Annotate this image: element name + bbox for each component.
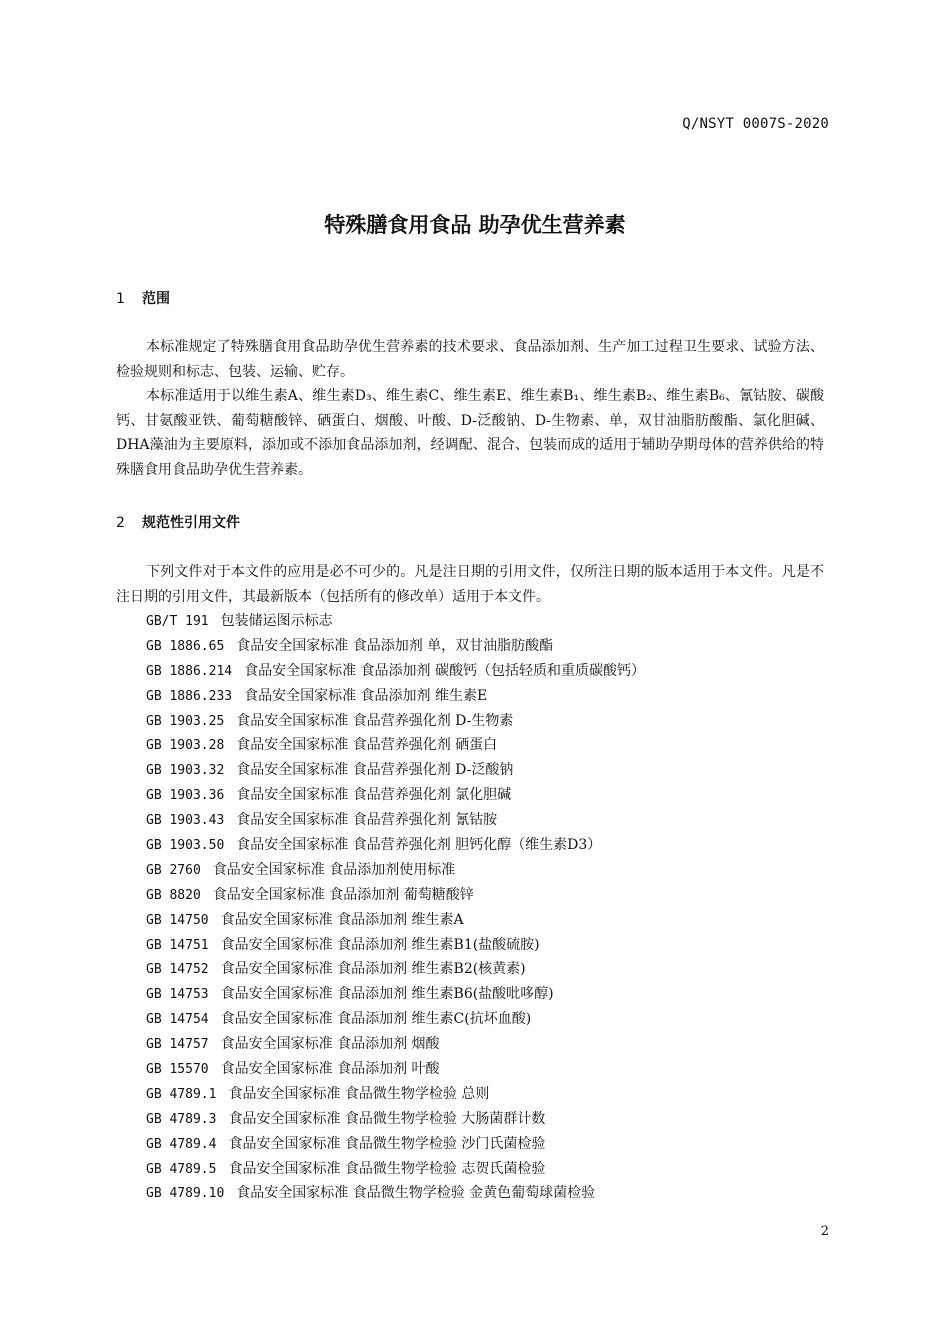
reference-item xyxy=(146,609,836,634)
reference-title: 食品安全国家标准 食品营养强化剂 硒蛋白 xyxy=(236,737,498,754)
reference-item xyxy=(146,659,836,684)
reference-title: 食品安全国家标准 食品添加剂 烟酸 xyxy=(220,1036,440,1053)
reference-title: 食品安全国家标准 食品微生物学检验 沙门氏菌检验 xyxy=(228,1135,546,1152)
reference-code: GB 1903.32 xyxy=(146,763,225,779)
reference-code: GB 4789.3 xyxy=(146,1111,217,1127)
reference-title: 食品安全国家标准 食品添加剂 单，双甘油脂肪酸酯 xyxy=(236,637,554,654)
references-intro: 下列文件对于本文件的应用是必不可少的。凡是注日期的引用文件，仅所注日期的版本适用于本文件。凡是不注日期的引用文件，其最新版本（包括所有的修改单）适用于本文件。 xyxy=(116,564,824,605)
reference-code: GB 4789.4 xyxy=(146,1136,217,1152)
section-2-title: 规范性引用文件 xyxy=(142,515,240,531)
reference-title: 食品安全国家标准 食品添加剂 葡萄糖酸锌 xyxy=(212,886,474,903)
reference-item xyxy=(146,1082,836,1107)
section-1-number: 1 xyxy=(116,291,125,307)
reference-item xyxy=(146,1132,836,1157)
scope-paragraph-1: 本标准规定了特殊膳食用食品助孕优生营养素的技术要求、食品添加剂、生产加工过程卫生要求、试验方法、检验规则和标志、包装、运输、贮存。 xyxy=(116,339,824,380)
reference-title: 食品安全国家标准 食品添加剂 维生素B6(盐酸吡哆醇) xyxy=(220,986,554,1003)
reference-title: 食品安全国家标准 食品添加剂使用标准 xyxy=(212,861,456,878)
reference-list xyxy=(146,609,836,1206)
reference-title: 食品安全国家标准 食品微生物学检验 总则 xyxy=(228,1085,490,1102)
reference-title: 食品安全国家标准 食品营养强化剂 氰钴胺 xyxy=(236,812,498,829)
reference-code: GB 14754 xyxy=(146,1012,209,1028)
reference-item xyxy=(146,982,836,1007)
reference-title: 食品安全国家标准 食品添加剂 维生素A xyxy=(220,911,464,928)
reference-item xyxy=(146,883,836,908)
page-title: 特殊膳食用食品 助孕优生营养素 xyxy=(324,213,626,237)
reference-item xyxy=(146,1157,836,1182)
reference-item xyxy=(146,709,836,734)
reference-code: GB 1903.36 xyxy=(146,788,225,804)
reference-code: GB 14752 xyxy=(146,962,209,978)
reference-code: GB 2760 xyxy=(146,862,201,878)
reference-code: GB/T 191 xyxy=(146,614,209,629)
reference-item xyxy=(146,833,836,858)
reference-item xyxy=(146,933,836,958)
reference-title: 食品安全国家标准 食品营养强化剂 D-生物素 xyxy=(236,712,514,729)
document-code: Q/NSYT 0007S-2020 xyxy=(682,116,829,132)
reference-code: GB 1903.25 xyxy=(146,713,225,729)
reference-code: GB 14750 xyxy=(146,912,209,928)
page-number: 2 xyxy=(820,1224,829,1239)
section-1-heading xyxy=(116,288,170,308)
reference-item xyxy=(146,634,836,659)
reference-item xyxy=(146,783,836,808)
section-1-title: 范围 xyxy=(142,291,170,307)
reference-title: 食品安全国家标准 食品添加剂 维生素B2(核黄素) xyxy=(220,961,526,978)
reference-title: 食品安全国家标准 食品添加剂 叶酸 xyxy=(220,1061,440,1078)
reference-title: 包装储运图示标志 xyxy=(220,613,333,629)
reference-title: 食品安全国家标准 食品营养强化剂 胆钙化醇（维生素D3） xyxy=(236,837,602,854)
reference-item xyxy=(146,733,836,758)
section-2-heading xyxy=(116,512,240,532)
reference-title: 食品安全国家标准 食品添加剂 维生素B1(盐酸硫胺) xyxy=(220,936,540,953)
reference-item xyxy=(146,908,836,933)
reference-item xyxy=(146,858,836,883)
reference-code: GB 1903.50 xyxy=(146,838,225,854)
reference-code: GB 4789.10 xyxy=(146,1186,225,1202)
reference-code: GB 1886.233 xyxy=(146,688,233,704)
reference-title: 食品安全国家标准 食品营养强化剂 D-泛酸钠 xyxy=(236,762,514,779)
reference-title: 食品安全国家标准 食品添加剂 维生素E xyxy=(244,687,488,704)
reference-title: 食品安全国家标准 食品微生物学检验 志贺氏菌检验 xyxy=(228,1160,546,1177)
reference-title: 食品安全国家标准 食品微生物学检验 金黄色葡萄球菌检验 xyxy=(236,1185,596,1202)
reference-item xyxy=(146,758,836,783)
reference-code: GB 14757 xyxy=(146,1037,209,1053)
reference-code: GB 1903.28 xyxy=(146,738,225,754)
reference-item xyxy=(146,1032,836,1057)
reference-item xyxy=(146,1181,836,1206)
reference-code: GB 1903.43 xyxy=(146,813,225,829)
reference-code: GB 1886.65 xyxy=(146,638,225,654)
reference-code: GB 8820 xyxy=(146,887,201,903)
reference-title: 食品安全国家标准 食品添加剂 维生素C(抗坏血酸) xyxy=(220,1011,532,1028)
reference-code: GB 4789.1 xyxy=(146,1086,217,1102)
reference-code: GB 15570 xyxy=(146,1062,209,1078)
reference-title: 食品安全国家标准 食品微生物学检验 大肠菌群计数 xyxy=(228,1110,546,1127)
reference-item xyxy=(146,1057,836,1082)
reference-item xyxy=(146,808,836,833)
reference-title: 食品安全国家标准 食品营养强化剂 氯化胆碱 xyxy=(236,787,512,804)
reference-item xyxy=(146,1107,836,1132)
reference-title: 食品安全国家标准 食品添加剂 碳酸钙（包括轻质和重质碳酸钙） xyxy=(244,662,645,679)
reference-code: GB 1886.214 xyxy=(146,663,233,679)
scope-paragraph-2: 本标准适用于以维生素A、维生素D₃、维生素C、维生素E、维生素B₁、维生素B₂、维生素B₆、氰钴胺、碳酸钙、甘氨酸亚铁、葡萄糖酸锌、硒蛋白、烟酸、叶酸、D-泛酸钠、D-生物素、单，双甘油脂肪酸酯、氯化胆碱、DHA藻油为主要原料，添加或不添加食品添加剂，经调配、混合、包装而成的适用于辅助孕期母体的营养供给的特殊膳食用食品助孕优生营养素。 xyxy=(116,388,824,478)
section-2-number: 2 xyxy=(116,515,125,531)
reference-code: GB 14753 xyxy=(146,987,209,1003)
reference-code: GB 14751 xyxy=(146,937,209,953)
reference-item xyxy=(146,1007,836,1032)
reference-item xyxy=(146,684,836,709)
reference-item xyxy=(146,957,836,982)
reference-code: GB 4789.5 xyxy=(146,1161,217,1177)
